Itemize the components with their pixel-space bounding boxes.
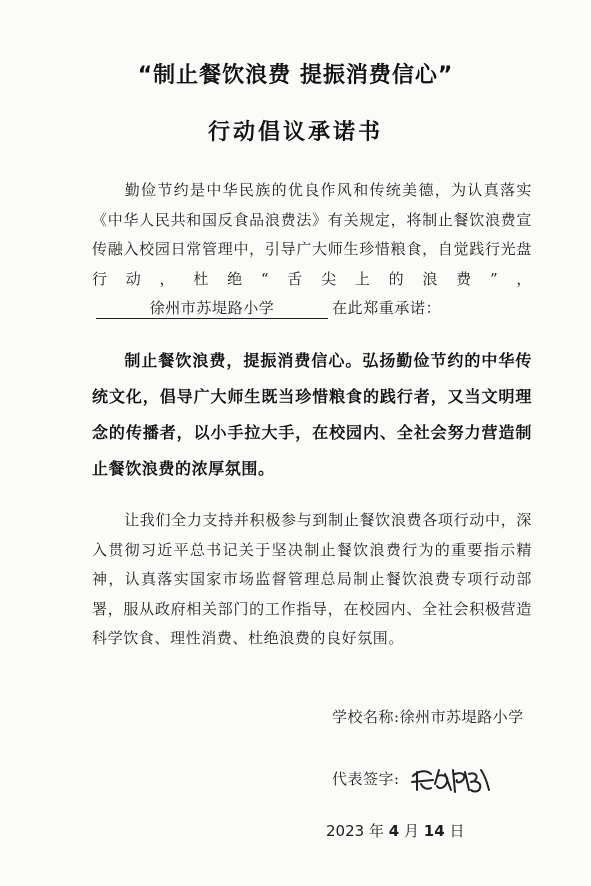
intro-text: 勤俭节约是中华民族的优良作风和传统美德，为认真落实《中华人民共和国反食品浪费法》有关规定，将制止餐饮浪费宣传融入校园日常管理中，引导广大师生珍惜粮食，自觉践行光盘行动，杜绝“舌尖上的浪费”，: [92, 181, 532, 288]
signature-label: 代表签字:: [332, 770, 400, 788]
date-year: 2023: [326, 822, 365, 840]
signing-date: [326, 820, 464, 841]
date-month-unit: 月: [403, 822, 419, 840]
school-name-value: 徐州市苏堤路小学: [399, 708, 524, 726]
date-year-unit: 年: [368, 822, 384, 840]
school-name-label: 学校名称:: [332, 708, 400, 726]
document-subtitle: 行动倡议承诺书: [207, 120, 383, 145]
handwritten-signature: [409, 764, 493, 796]
paragraph-pledge: [92, 343, 532, 487]
paragraph-action: [92, 506, 532, 654]
date-day: 14: [423, 822, 445, 840]
date-month: 4: [388, 822, 400, 840]
pledge-text: 制止餐饮浪费，提振消费信心。弘扬勤俭节约的中华传统文化，倡导广大师生既当珍惜粮食的践行者，又当文明理念的传播者，以小手拉大手，在校园内、全社会努力营造制止餐饮浪费的浓厚氛围。: [92, 351, 532, 478]
paragraph-intro: [92, 176, 532, 324]
signature-line: [332, 764, 493, 796]
action-text: 让我们全力支持并积极参与到制止餐饮浪费各项行动中，深入贯彻习近平总书记关于坚决制止餐饮浪费行为的重要指示精神，认真落实国家市场监督管理总局制止餐饮浪费专项行动部署，服从政府相关部门的工作指导，在校园内、全社会积极营造科学饮食、理性消费、杜绝浪费的良好氛围。: [92, 511, 532, 647]
school-fill-blank: 徐州市苏堤路小学: [96, 298, 328, 319]
date-day-unit: 日: [449, 822, 465, 840]
school-name-line: [332, 706, 524, 727]
intro-text-end: 在此郑重承诺：: [332, 299, 442, 317]
document-title: “制止餐饮浪费 提振消费信心”: [137, 63, 454, 88]
